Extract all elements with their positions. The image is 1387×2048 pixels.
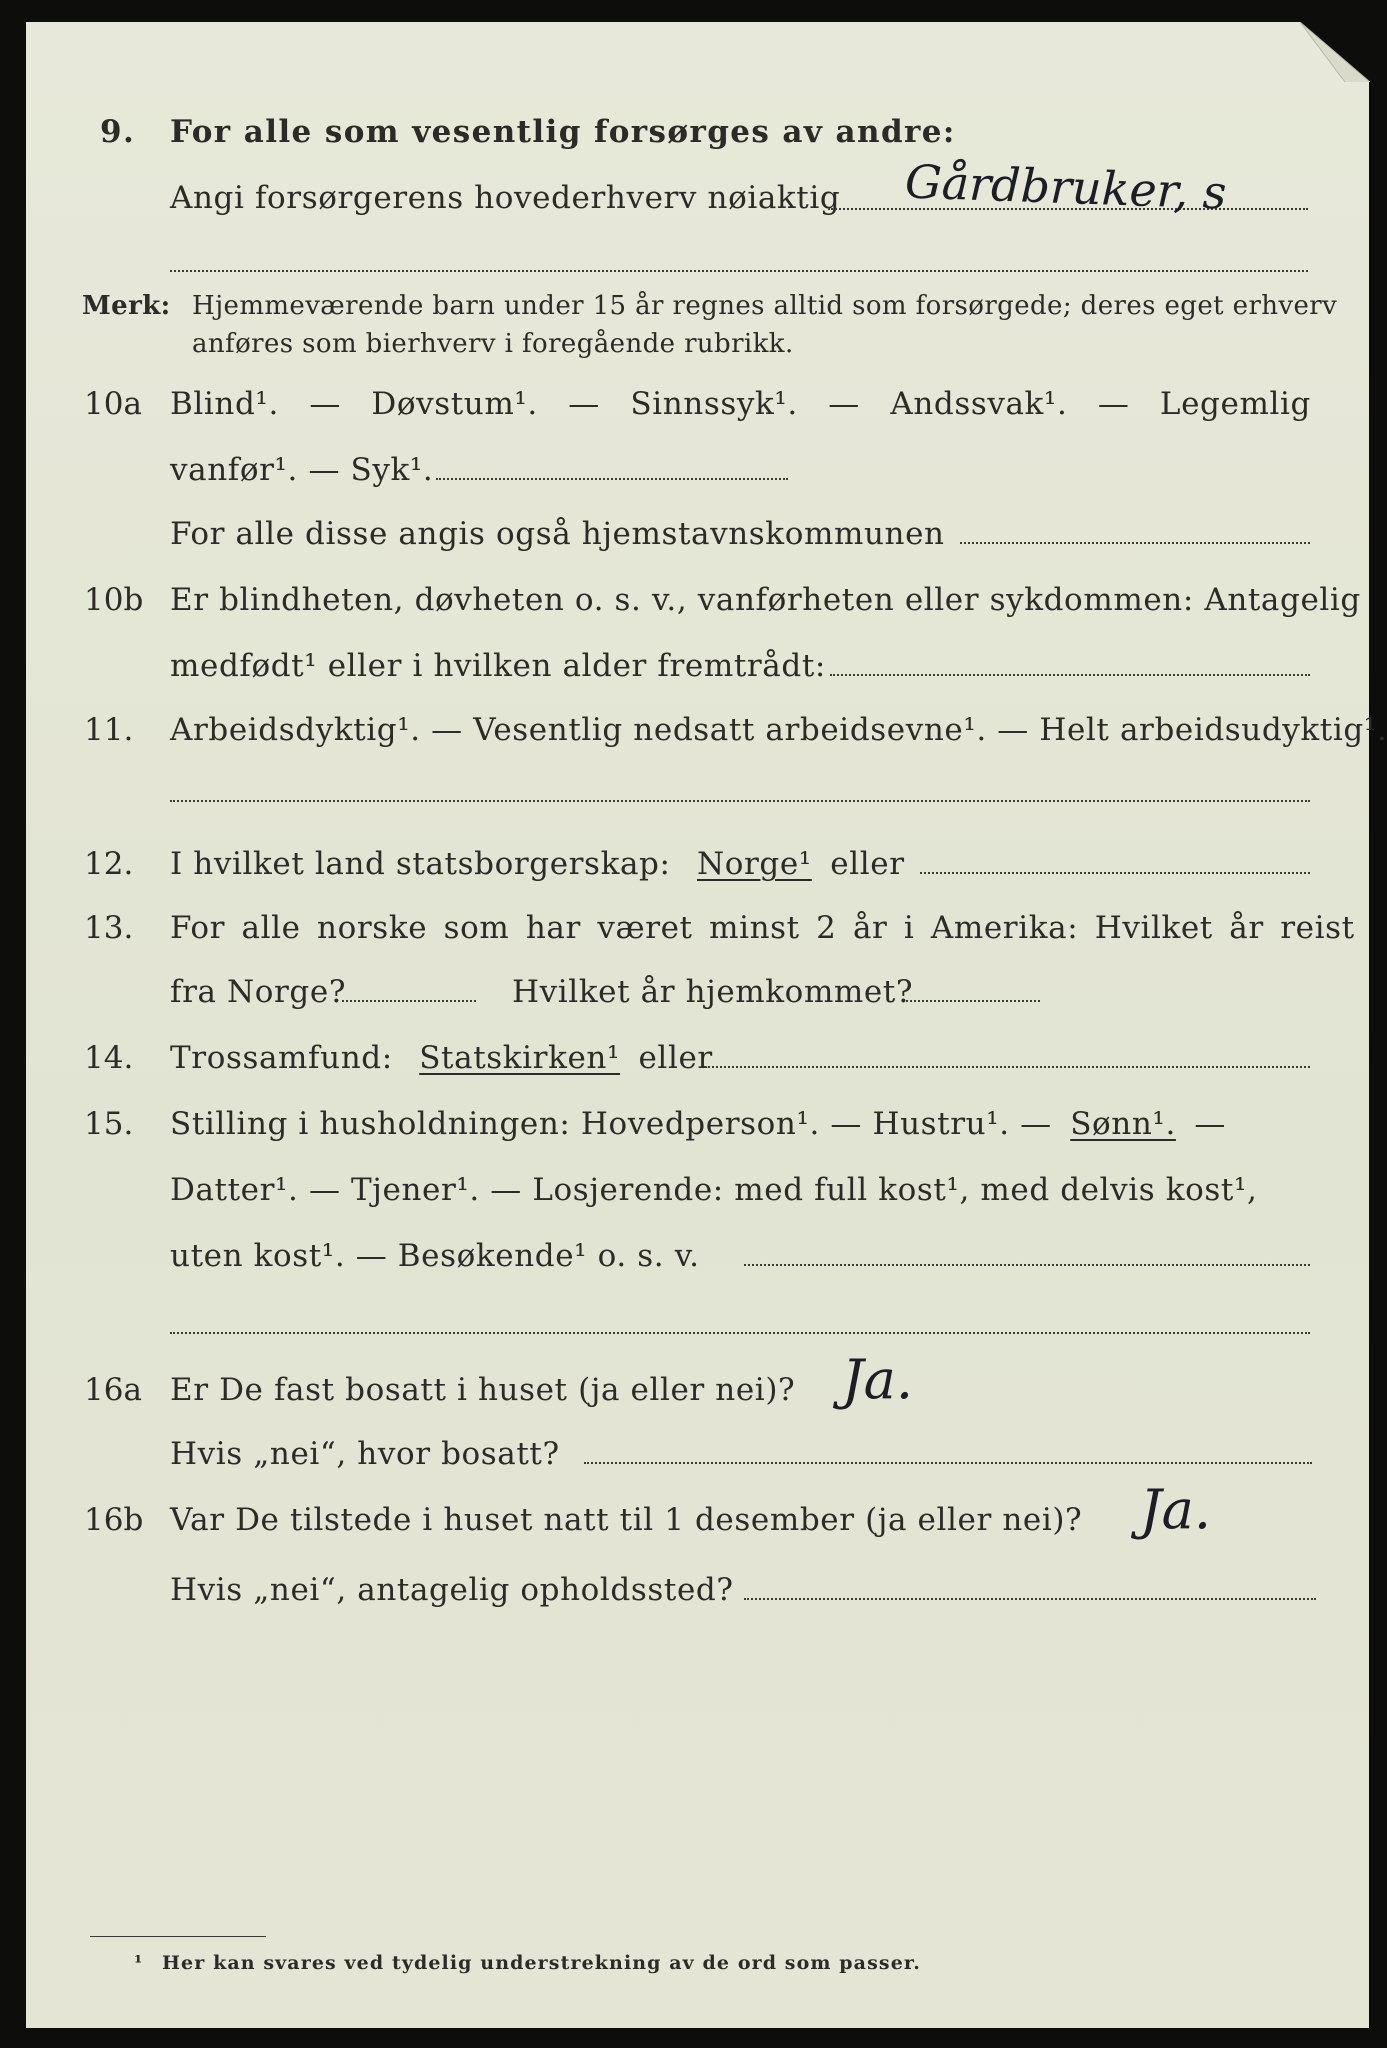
q13-line-2a: fra Norge?	[170, 974, 347, 1010]
q10b-line-2-blank	[830, 674, 1310, 676]
q16b-handwritten-answer: Ja.	[1140, 1478, 1212, 1541]
q10b-number: 10b	[84, 582, 144, 618]
q15-blank	[744, 1264, 1310, 1266]
merk-label: Merk:	[82, 291, 171, 321]
q15-line-1-prefix: Stilling i husholdningen: Hovedperson¹. — Hustru¹. —	[170, 1106, 1052, 1142]
q10a-line-2-blank	[436, 478, 788, 480]
q10a-line-3-blank	[960, 542, 1310, 544]
folded-corner	[1300, 22, 1370, 82]
q16b-line-2: Hvis „nei“, antagelig opholdssted?	[170, 1572, 734, 1608]
q10a-line-2: vanfør¹. — Syk¹.	[170, 452, 434, 488]
q14-prefix: Trossamfund:	[170, 1040, 393, 1076]
q16a-line-2: Hvis „nei“, hvor bosatt?	[170, 1436, 560, 1472]
q12-number: 12.	[84, 846, 134, 882]
q13-number: 13.	[84, 910, 134, 946]
q15-underlined-answer: Sønn¹.	[1070, 1106, 1176, 1142]
q9-extra-line	[170, 270, 1308, 272]
q14-line-1	[170, 1038, 713, 1078]
q12-suffix: eller	[830, 846, 905, 882]
q9-line-2: Angi forsørgerens hovederhverv nøiaktig	[170, 180, 841, 216]
q13-blank-1	[342, 1000, 476, 1002]
q15-number: 15.	[84, 1106, 134, 1142]
q10b-line-1: Er blindheten, døvheten o. s. v., vanførheten eller sykdommen: Antagelig	[170, 582, 1361, 618]
q16a-handwritten-answer: Ja.	[842, 1348, 914, 1411]
q12-prefix: I hvilket land statsborgerskap:	[170, 846, 671, 882]
merk-line-1: Hjemmeværende barn under 15 år regnes alltid som forsørgede; deres eget erhverv	[192, 291, 1338, 321]
q16b-number: 16b	[84, 1502, 144, 1538]
q11-number: 11.	[84, 712, 134, 748]
q13-line-2b: Hvilket år hjemkommet?	[512, 974, 914, 1010]
q9-line-1: For alle som vesentlig forsørges av andre:	[170, 114, 956, 150]
q15-line-1-suffix: —	[1194, 1106, 1226, 1142]
footnote-text: Her kan svares ved tydelig understrekning av de ord som passer.	[162, 1952, 921, 1974]
q10a-number: 10a	[84, 386, 142, 422]
q15-line-2: Datter¹. — Tjener¹. — Losjerende: med full kost¹, med delvis kost¹,	[170, 1172, 1258, 1208]
q10b-line-2: medfødt¹ eller i hvilken alder fremtrådt:	[170, 648, 826, 684]
q14-underlined-answer: Statskirken¹	[419, 1040, 621, 1076]
footnote-mark: ¹	[134, 1952, 144, 1974]
q15-line-1	[170, 1104, 1226, 1144]
q16b-blank	[744, 1598, 1316, 1600]
footnote-rule	[90, 1936, 266, 1937]
q16a-number: 16a	[84, 1372, 142, 1408]
q12-blank	[920, 872, 1310, 874]
merk-line-2: anføres som bierhverv i foregående rubrikk.	[192, 329, 794, 359]
q15-extra-line	[170, 1332, 1310, 1334]
q13-blank-2	[906, 1000, 1040, 1002]
q12-underlined-answer: Norge¹	[697, 846, 812, 882]
q9-number: 9.	[100, 114, 136, 150]
q14-suffix: eller	[638, 1040, 713, 1076]
q16a-blank	[584, 1462, 1312, 1464]
q12-line-1	[170, 844, 905, 884]
q11-extra-line	[170, 800, 1310, 802]
q9-handwritten-answer: Gårdbruker, s	[904, 154, 1228, 220]
q14-number: 14.	[84, 1040, 134, 1076]
q13-line-1: For alle norske som har været minst 2 år i Amerika: Hvilket år reist	[170, 910, 1355, 946]
q10a-line-3: For alle disse angis også hjemstavnskommunen	[170, 516, 945, 552]
q16a-line-1: Er De fast bosatt i huset (ja eller nei)?	[170, 1372, 796, 1408]
q10a-line-1: Blind¹. — Døvstum¹. — Sinnssyk¹. — Andssvak¹. — Legemlig	[170, 386, 1311, 422]
q11-line-1: Arbeidsdyktig¹. — Vesentlig nedsatt arbeidsevne¹. — Helt arbeidsudyktig¹.	[170, 712, 1387, 748]
q14-blank	[704, 1066, 1310, 1068]
q15-line-3: uten kost¹. — Besøkende¹ o. s. v.	[170, 1238, 700, 1274]
q16b-line-1: Var De tilstede i huset natt til 1 desember (ja eller nei)?	[170, 1502, 1083, 1538]
